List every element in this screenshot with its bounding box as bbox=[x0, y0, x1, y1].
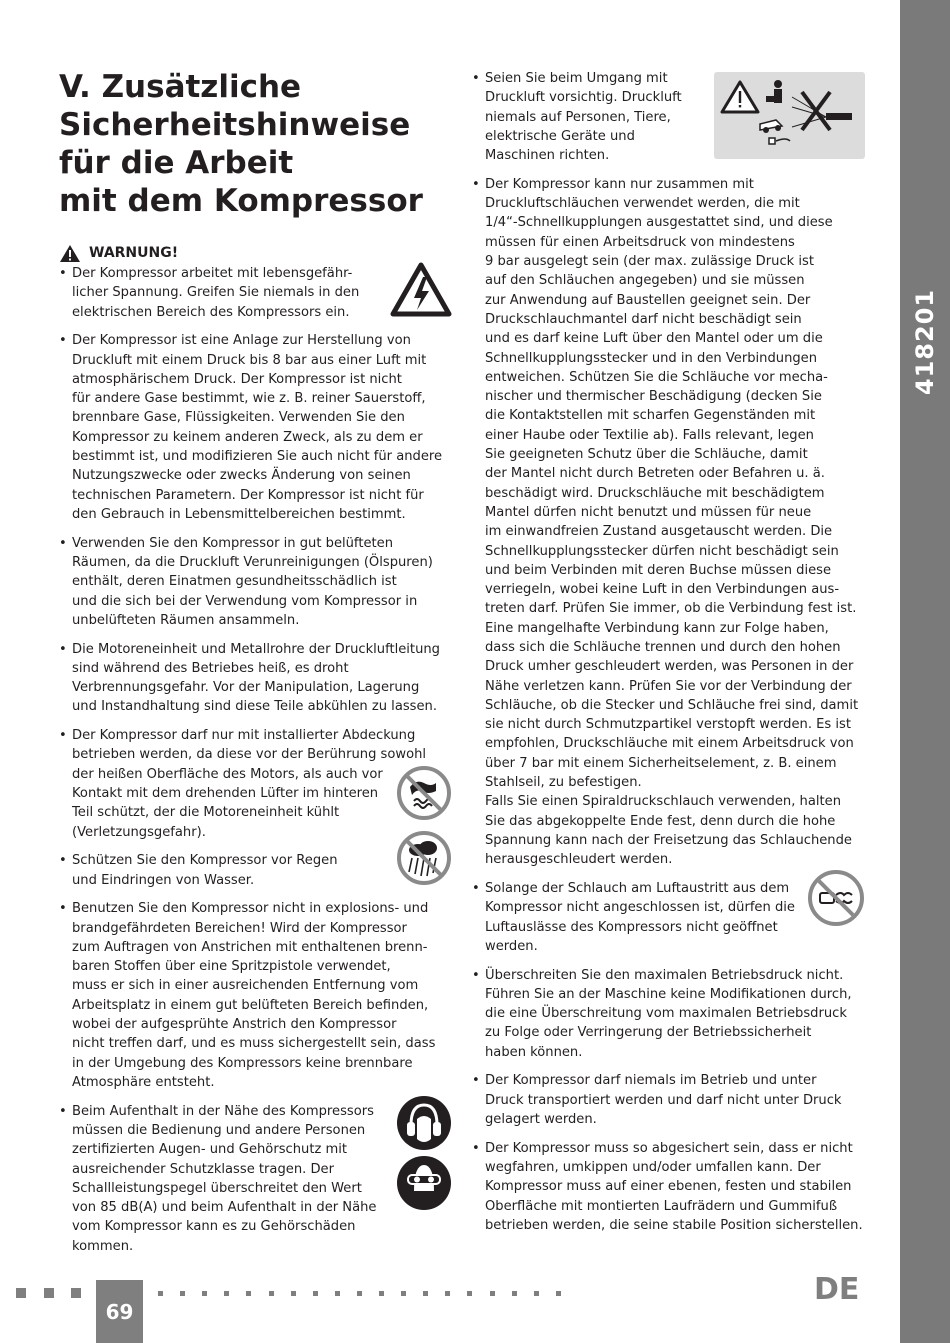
list-item bbox=[472, 966, 865, 1062]
list-item bbox=[59, 640, 452, 717]
footer-dot bbox=[291, 1291, 296, 1296]
footer-dot bbox=[379, 1291, 384, 1296]
footer-square bbox=[44, 1288, 54, 1298]
footer-dot bbox=[423, 1291, 428, 1296]
language-code: DE bbox=[814, 1272, 860, 1307]
no-open-air-outlet-icon bbox=[807, 869, 865, 927]
right-column bbox=[472, 69, 865, 1245]
footer-dot bbox=[313, 1291, 318, 1296]
no-air-at-persons-graphic bbox=[714, 72, 865, 159]
left-column bbox=[59, 244, 452, 1265]
title-line: mit dem Kompressor bbox=[59, 183, 423, 219]
bullet-text: • Beim Aufenthalt in der Nähe des Kompressors müssen die Bedienung und andere Personen zertifizierten Augen- und Gehörschutz mit ausreichender Schutzklasse tragen. Der Schallleistungspegel überschreitet den Wert von 85 dB(A) und beim Aufenthalt in der Nähe vom Kompressor kann es zu Gehörschäden kommen. bbox=[72, 1103, 377, 1254]
title-line: für die Arbeit bbox=[59, 145, 294, 181]
footer-dot bbox=[512, 1291, 517, 1296]
ear-and-eye-protection-icon bbox=[396, 1095, 452, 1211]
list-item bbox=[59, 726, 452, 842]
footer-dot bbox=[490, 1291, 495, 1296]
list-item bbox=[59, 534, 452, 630]
bullet-text: • Verwenden Sie den Kompressor in gut belüfteten Räumen, da die Druckluft Verunreinigungen (Ölspuren) enthält, deren Einatmen gesundheitsschädlich ist und die sich bei der Verwendung vom Kompressor in unbelüfteten Räumen ansammeln. bbox=[72, 535, 433, 628]
footer-dot bbox=[357, 1291, 362, 1296]
footer-dot bbox=[246, 1291, 251, 1296]
right-bullet-list bbox=[472, 69, 865, 1235]
footer-dot bbox=[202, 1291, 207, 1296]
list-item bbox=[59, 331, 452, 524]
warning-triangle-icon bbox=[59, 244, 81, 263]
bullet-text: • Der Kompressor kann nur zusammen mit Druckluftschläuchen verwendet werden, die mit 1/4“-Schnellkupplungen ausgestattet sind, und diese müssen für einen Arbeitsdruck von mindestens 9 bar ausgelegt sein (der max. zulässige Druck ist auf den Schläuchen angegeben) und sie müssen zur Anwendung auf Baustellen geeignet sein. Der Druckschlauchmantel darf nicht beschädigt sein und es darf keine Luft über den Mantel oder um die Schnellkupplungsstecker und in den Verbindungen entweichen. Schützen Sie die Schläuche vor mecha- nischer und thermischer Beschädigung (decken Sie die Kontaktstellen mit scharfen Gegenständen mit einer Haube oder Textilie ab). Falls relevant, legen Sie geeigneten Schutz über die Schläuche, damit der Mantel nicht durch Betreten oder Befahren u. ä. beschädigt wird. Druckschläuche mit beschädigtem Mantel dürfen nicht benutzt und müssen für neue im einwandfreien Zustand ausgetauscht werden. Die Schnellkupplungsstecker dürfen nicht beschädigt sein und beim Verbinden mit deren Buchse müssen diese verriegeln, wobei keine Luft in den Verbindungen aus- treten darf. Prüfen Sie immer, ob die Verbindung fest ist. Eine mangelhafte Verbindung kann zur Folge haben, dass sich die Schläuche trennen und durch den hohen Druck umher geschleudert werden, was Personen in der Nähe verletzen kann. Prüfen Sie vor der Verbindung der Schläuche, ob die Stecker und Schläuche frei sind, damit sie nicht durch Schmutzpartikel verstopft werden. Es ist empfohlen, Druckschläuche mit einem Arbeitsdruck von über 7 bar mit einem Sicherheitselement, z. B. einem Stahlseil, zu befestigen. Falls Sie einen Spiraldruckschlauch verwenden, halten Sie das abgekoppelte Ende fest, denn durch die hohe Spannung kann nach der Freisetzung das Schlauchende herausgeschleudert werden. bbox=[485, 176, 859, 868]
bullet-text: • Überschreiten Sie den maximalen Betriebsdruck nicht. Führen Sie an der Maschine keine Modifikationen durch, die eine Überschreitung vom maximalen Betriebsdruck zu Folge oder Verringerung der Betriebssicherheit haben können. bbox=[485, 967, 852, 1060]
list-item bbox=[472, 1071, 865, 1129]
list-item bbox=[472, 879, 865, 956]
footer-dot bbox=[158, 1291, 163, 1296]
footer-dot bbox=[269, 1291, 274, 1296]
warning-heading bbox=[59, 244, 452, 262]
left-bullet-list bbox=[59, 264, 452, 1256]
bullet-text: • Der Kompressor muss so abgesichert sein, dass er nicht wegfahren, umkippen und/oder umfallen kann. Der Kompressor muss auf einer ebenen, festen und stabilen Oberfläche mit montierten Laufrädern und Gummifuß betrieben werden, die seine stabile Position sicherstellen. bbox=[485, 1140, 863, 1233]
product-code: 418201 bbox=[911, 288, 939, 396]
bullet-text: • Der Kompressor darf nur mit installierter Abdeckung betrieben werden, da diese vor der Berührung sowohl der heißen Oberfläche des Motors, als auch vor Kontakt mit dem drehenden Lüfter im hinteren Teil schützt, der die Motoreneinheit kühlt (Verletzungsgefahr). bbox=[72, 728, 427, 840]
footer-dot bbox=[445, 1291, 450, 1296]
bullet-text: • Solange der Schlauch am Luftaustritt aus dem Kompressor nicht angeschlossen ist, dürfen die Luftauslässe des Kompressors nicht geöffnet werden. bbox=[485, 880, 795, 954]
no-air-at-persons-icon bbox=[714, 72, 865, 159]
footer-dot bbox=[180, 1291, 185, 1296]
list-item bbox=[59, 264, 452, 322]
bullet-text: • Der Kompressor arbeitet mit lebensgefähr- licher Spannung. Greifen Sie niemals in den elektrischen Bereich des Kompressors ein. bbox=[72, 266, 360, 320]
list-item bbox=[59, 1102, 452, 1256]
list-item bbox=[472, 175, 865, 870]
no-rain-icon bbox=[396, 830, 452, 886]
high-voltage-warning-icon bbox=[390, 262, 452, 318]
footer-dot bbox=[534, 1291, 539, 1296]
footer-dot bbox=[224, 1291, 229, 1296]
bullet-text: • Seien Sie beim Umgang mit Druckluft vorsichtig. Druckluft niemals auf Personen, Tiere, elektrische Geräte und Maschinen richten. bbox=[485, 71, 682, 164]
footer-square bbox=[16, 1288, 26, 1298]
list-item bbox=[59, 899, 452, 1092]
footer-dot bbox=[335, 1291, 340, 1296]
list-item bbox=[472, 1139, 865, 1235]
bullet-text: • Benutzen Sie den Kompressor nicht in explosions- und brandgefährdeten Bereichen! Wird der Kompressor zum Auftragen von Anstrichen mit enthaltenen brenn- baren Stoffen über eine Spritzpistole verwendet, muss er sich in einer ausreichenden Entfernung vom Arbeitsplatz in einem gut belüfteten Bereich befinden, wobei der aufgesprühte Anstrich den Kompressor nicht treffen darf, und es muss sichergestellt sein, dass in der Umgebung des Kompressors keine brennbare Atmosphäre entsteht. bbox=[72, 901, 436, 1090]
page-number: 69 bbox=[96, 1280, 143, 1343]
bullet-text: • Die Motoreneinheit und Metallrohre der Druckluftleitung sind während des Betriebes heiß, es droht Verbrennungsgefahr. Vor der Manipulation, Lagerung und Instandhaltung sind diese Teile abkühlen zu lassen. bbox=[72, 641, 440, 715]
bullet-text: • Der Kompressor darf niemals im Betrieb und unter Druck transportiert werden und darf nicht unter Druck gelagert werden. bbox=[485, 1073, 842, 1127]
title-line: V. Zusätzliche bbox=[59, 69, 302, 105]
footer-dot bbox=[556, 1291, 561, 1296]
footer-dot bbox=[467, 1291, 472, 1296]
side-tab bbox=[900, 0, 950, 1343]
list-item bbox=[59, 851, 452, 890]
list-item bbox=[472, 69, 865, 165]
title-line: Sicherheitshinweise bbox=[59, 107, 411, 143]
bullet-text: • Der Kompressor ist eine Anlage zur Herstellung von Druckluft mit einem Druck bis 8 bar aus einer Luft mit atmosphärischem Druck. Der Kompressor ist nicht für andere Gase bestimmt, wie z. B. reiner Sauerstoff, brennbare Gase, Flüssigkeiten. Verwenden Sie den Kompressor zu keinem anderen Zweck, als zu dem er bestimmt ist, und modifizieren Sie auch nicht für andere Nutzungszwecke oder zwecks Änderung von seinen technischen Parametern. Der Kompressor ist nicht für den Gebrauch in Lebensmittelbereichen bestimmt. bbox=[72, 333, 443, 522]
warning-label: WARNUNG! bbox=[89, 245, 179, 261]
footer-square bbox=[71, 1288, 81, 1298]
bullet-text: • Schützen Sie den Kompressor vor Regen und Eindringen von Wasser. bbox=[72, 853, 338, 888]
section-title bbox=[59, 68, 423, 220]
no-touch-hot-surface-icon bbox=[396, 765, 452, 821]
footer-dot bbox=[401, 1291, 406, 1296]
